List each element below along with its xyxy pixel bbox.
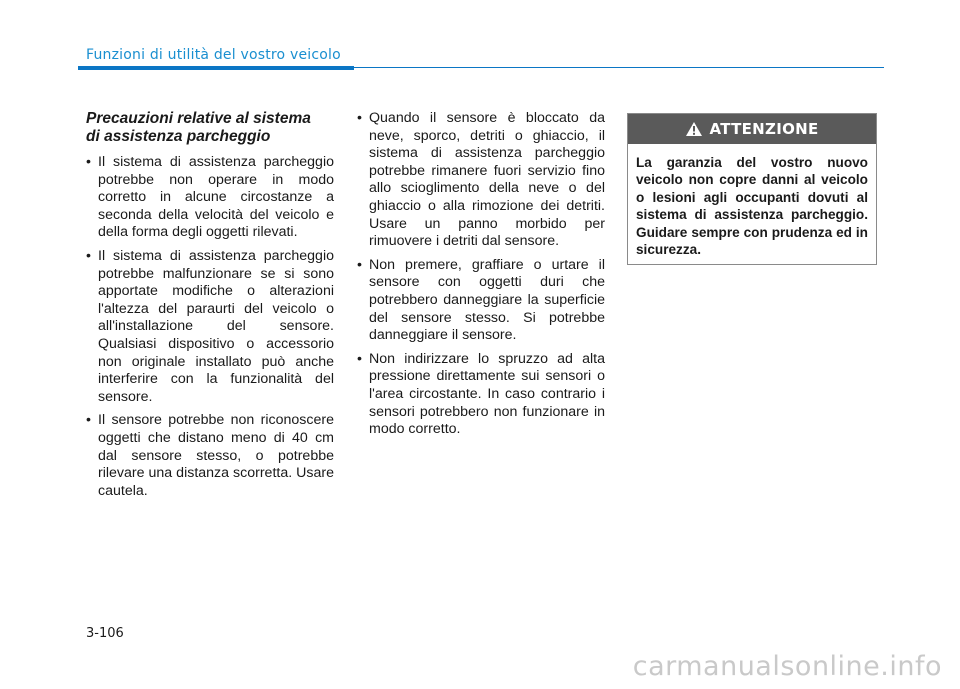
warning-triangle-icon — [685, 121, 703, 137]
list-item: • Il sensore potrebbe non riconoscere oggetti che distano meno di 40 cm dal sensore stesso, o potrebbe rilevare una distanza scorretta. Usare cautela. — [86, 412, 334, 500]
section-title — [86, 110, 334, 146]
middle-column — [357, 110, 605, 445]
header-rule-thick — [78, 66, 354, 70]
list-item: • Il sistema di assistenza parcheggio potrebbe malfunzionare se si sono apportate modifiche o alterazioni l'altezza del paraurti del veicolo o all'installazione del sensore. Qualsiasi dispositivo o accessorio non originale installato può anche interferire con la funzionalità del sensore. — [86, 248, 334, 406]
warning-header — [628, 114, 876, 144]
left-column — [86, 110, 334, 506]
warning-body: La garanzia del vostro nuovo veicolo non copre danni al veicolo o lesioni agli occupanti dovuti al sistema di assistenza parcheggio. Guidare sempre con prudenza ed in sicurezza. — [636, 155, 868, 258]
list-item: • Non indirizzare lo spruzzo ad alta pressione direttamente sui sensori o l'area circostante. In caso contrario i sensori potrebbero non funzionare in modo corretto. — [357, 351, 605, 439]
header-rule-thin — [354, 67, 884, 68]
list-item: • Quando il sensore è bloccato da neve, sporco, detriti o ghiaccio, il sistema di assistenza parcheggio potrebbe rimanere fuori servizio fino allo scioglimento della neve o del ghiaccio o alla rimozione dei detriti. Usare un panno morbido per rimuovere i detriti dal sensore. — [357, 110, 605, 251]
watermark: carmanualsonline.info — [632, 651, 942, 682]
section-title-line-1: Precauzioni relative al sistema — [86, 110, 311, 127]
left-bullet-list — [86, 154, 334, 500]
list-item: • Non premere, graffiare o urtare il sensore con oggetti duri che potrebbero danneggiare la superficie del sensore stesso. Si potrebbe danneggiare il sensore. — [357, 257, 605, 345]
section-title-line-2: di assistenza parcheggio — [86, 128, 271, 145]
list-item: • Il sistema di assistenza parcheggio potrebbe non operare in modo corretto in alcune circostanze a seconda della velocità del veicolo e della forma degli oggetti rilevati. — [86, 154, 334, 242]
warning-title: ATTENZIONE — [709, 120, 819, 138]
header-title: Funzioni di utilità del vostro veicolo — [86, 47, 341, 63]
page-number: 3-106 — [86, 626, 124, 641]
middle-bullet-list — [357, 110, 605, 439]
warning-box — [627, 113, 877, 265]
